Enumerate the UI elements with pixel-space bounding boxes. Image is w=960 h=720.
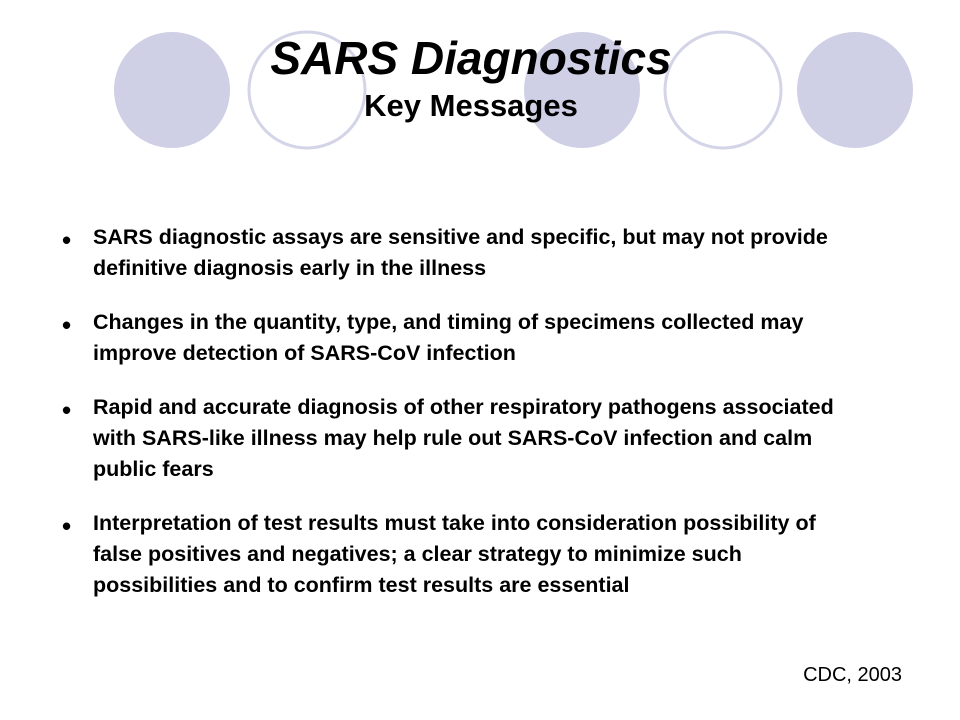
bullet-item (58, 307, 868, 369)
title-block (0, 30, 960, 126)
bullet-dot-icon: • (62, 225, 72, 255)
bullet-dot-icon: • (62, 395, 72, 425)
bullet-item (58, 508, 868, 601)
slide-title: SARS Diagnostics (270, 32, 672, 84)
slide-subtitle: Key Messages (364, 88, 578, 123)
bullet-text: Changes in the quantity, type, and timing of specimens collected may improve detection of SARS-CoV infection (93, 310, 804, 365)
bullet-list (58, 222, 868, 624)
bullet-item (58, 392, 868, 485)
bullet-text: SARS diagnostic assays are sensitive and specific, but may not provide definitive diagnosis early in the illness (93, 225, 828, 280)
bullet-dot-icon: • (62, 310, 72, 340)
bullet-text: Rapid and accurate diagnosis of other respiratory pathogens associated with SARS-like illness may help rule out SARS-CoV infection and calm public fears (93, 395, 834, 481)
bullet-text: Interpretation of test results must take into consideration possibility of false positives and negatives; a clear strategy to minimize such possibilities and to confirm test results are essential (93, 511, 816, 597)
bullet-item (58, 222, 868, 284)
bullet-dot-icon: • (62, 511, 72, 541)
citation: CDC, 2003 (803, 664, 902, 686)
